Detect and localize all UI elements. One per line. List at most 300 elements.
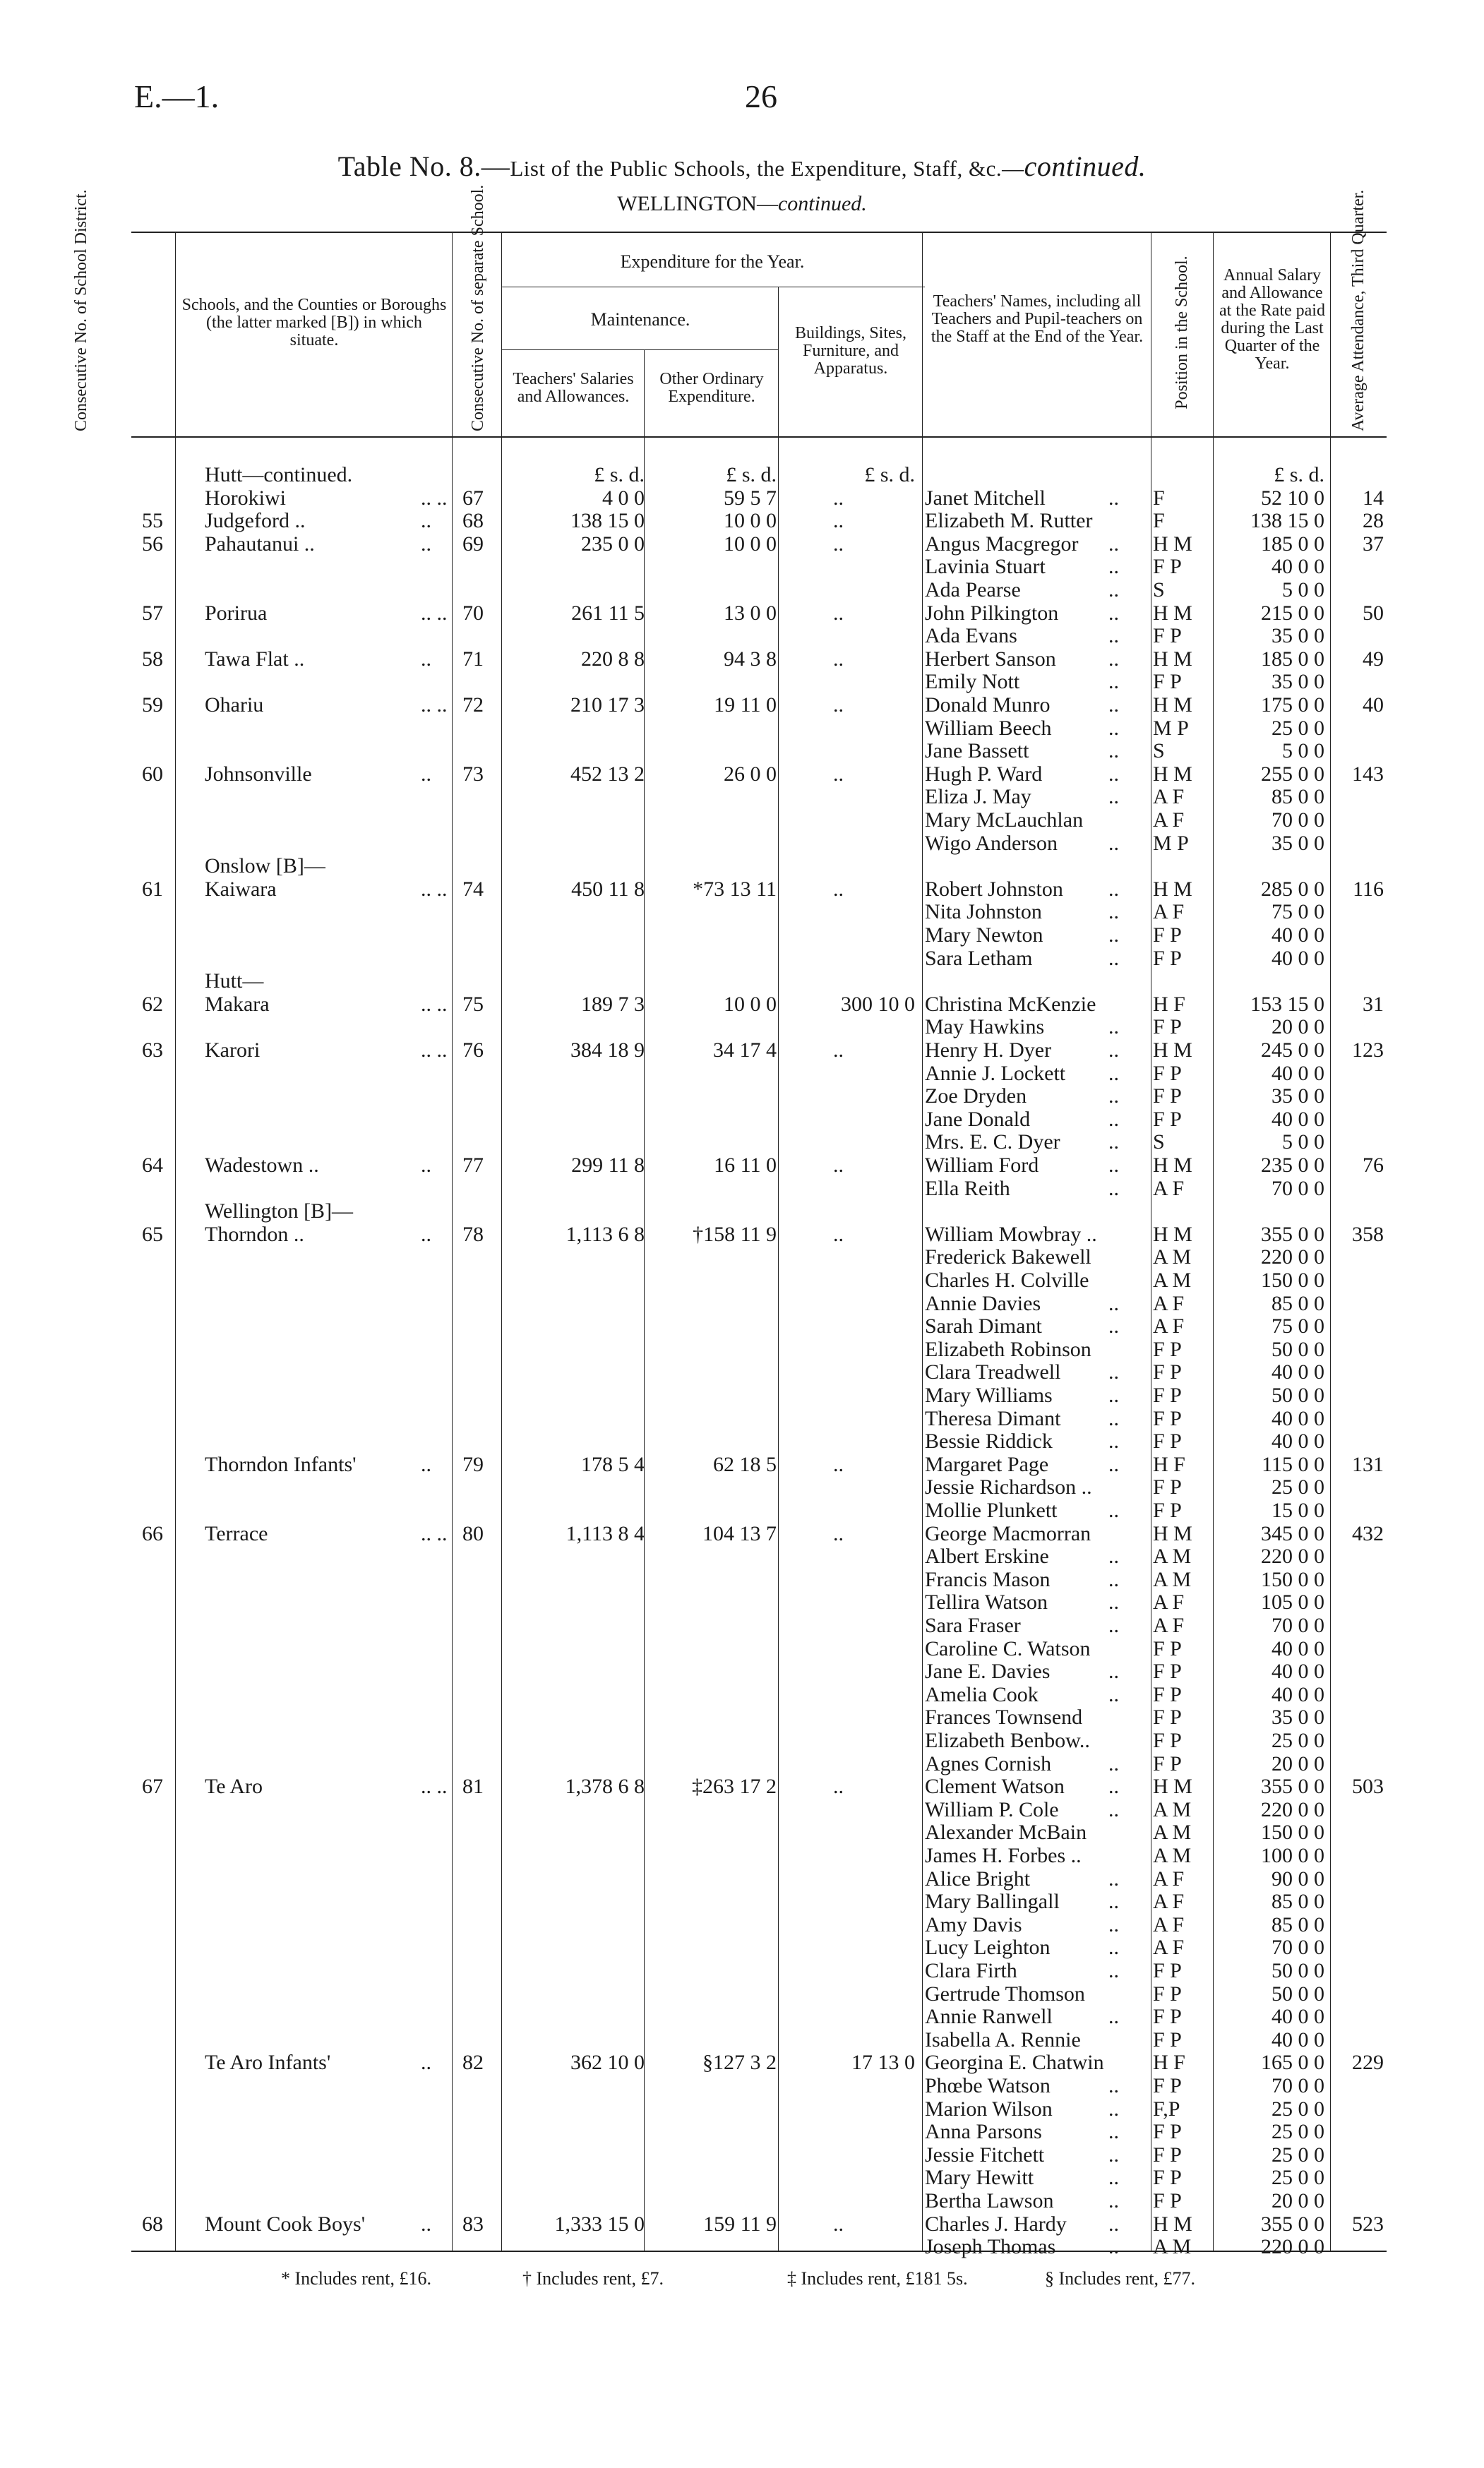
average-attendance: 49 (1363, 647, 1384, 671)
teacher-name: Isabella A. Rennie (925, 2027, 1081, 2051)
teacher-name: Robert Johnston (925, 877, 1063, 901)
district-number: 68 (142, 2212, 163, 2236)
table-row (0, 1223, 1484, 1247)
subtitle-cont: continued. (777, 192, 867, 215)
annual-allowance: 85 0 0 (1271, 1890, 1324, 1914)
average-attendance: 37 (1363, 532, 1384, 556)
teacher-position: H M (1153, 1775, 1192, 1799)
table-row (0, 763, 1484, 786)
salaries-amount: 362 10 0 (570, 2051, 645, 2075)
table-row (0, 1338, 1484, 1362)
annual-allowance: 5 0 0 (1282, 739, 1324, 763)
table-top-rule (131, 232, 1387, 233)
leader-dots: .. (833, 1521, 844, 1545)
teacher-name: James H. Forbes .. (925, 1844, 1082, 1867)
annual-allowance: 25 0 0 (1271, 2143, 1324, 2167)
teacher-position: F P (1153, 2120, 1182, 2144)
district-number: 63 (142, 1038, 163, 1062)
salaries-amount: 450 11 8 (571, 877, 645, 901)
teacher-position: F P (1153, 2143, 1182, 2167)
header-other: Other Ordinary Expenditure. (659, 370, 764, 406)
average-attendance: 229 (1352, 2051, 1384, 2075)
average-attendance: 432 (1352, 1521, 1384, 1545)
teacher-position: F P (1153, 1499, 1182, 1522)
leader-dots: .. (421, 1222, 431, 1246)
teacher-name: Janet Mitchell (925, 486, 1046, 510)
teacher-name: Jane Donald (925, 1107, 1031, 1131)
teacher-name: Sara Fraser (925, 1614, 1021, 1637)
average-attendance: 31 (1363, 992, 1384, 1016)
annual-allowance: 185 0 0 (1261, 532, 1324, 556)
school-name: Makara (205, 992, 270, 1016)
leader-dots: .. .. (421, 1521, 448, 1545)
table-row (0, 1131, 1484, 1154)
table-row (0, 602, 1484, 625)
teacher-position: A F (1153, 1890, 1185, 1914)
leader-dots: .. (1108, 1291, 1119, 1315)
header-position: Position in the School. (1173, 256, 1191, 409)
leader-dots: .. .. (421, 1038, 448, 1062)
table-row (0, 2190, 1484, 2213)
leader-dots: .. (1108, 1154, 1119, 1177)
leader-dots: .. (1108, 578, 1119, 601)
leader-dots: .. (833, 762, 844, 786)
teacher-name: Mary Newton (925, 923, 1043, 947)
table-row (0, 2144, 1484, 2167)
teacher-name: Alice Bright (925, 1867, 1031, 1891)
leader-dots: .. (1108, 946, 1119, 970)
leader-dots: .. (1108, 1499, 1119, 1522)
table-row (0, 993, 1484, 1017)
annual-allowance: 85 0 0 (1271, 1291, 1324, 1315)
separate-school-number: 83 (462, 2212, 484, 2236)
table-row (0, 2006, 1484, 2029)
table-row (0, 1016, 1484, 1039)
teacher-position: F P (1153, 1475, 1182, 1499)
leader-dots: .. (1108, 1797, 1119, 1821)
teacher-name: Lavinia Stuart (925, 555, 1046, 579)
leader-dots: .. (1108, 1890, 1119, 1914)
teacher-position: A M (1153, 1545, 1192, 1569)
leader-dots: .. (1108, 1384, 1119, 1407)
school-name: Tawa Flat .. (205, 647, 305, 671)
teacher-name: Jessie Fitchett (925, 2143, 1045, 2167)
annual-allowance: 245 0 0 (1261, 1038, 1324, 1062)
leader-dots: .. (1108, 1912, 1119, 1936)
leader-dots: .. (1108, 1314, 1119, 1338)
teacher-position: F P (1153, 923, 1182, 947)
teacher-position: A M (1153, 1821, 1192, 1845)
annual-allowance: 35 0 0 (1271, 670, 1324, 694)
leader-dots: .. (1108, 1452, 1119, 1476)
district-number: 61 (142, 877, 163, 901)
annual-allowance: 100 0 0 (1261, 1844, 1324, 1867)
separate-school-number: 70 (462, 601, 484, 625)
table-row (0, 1730, 1484, 1753)
teacher-position: F P (1153, 1015, 1182, 1039)
table-row (0, 1523, 1484, 1546)
header-bottom-rule (131, 436, 1387, 438)
leader-dots: .. .. (421, 601, 448, 625)
teacher-position: A F (1153, 1314, 1185, 1338)
teacher-position: F P (1153, 1360, 1182, 1384)
separate-school-number: 68 (462, 509, 484, 533)
leader-dots: .. (1108, 1176, 1119, 1200)
leader-dots: .. (833, 1154, 844, 1177)
leader-dots: .. (1108, 2143, 1119, 2167)
other-expenditure-amount: 26 0 0 (724, 762, 777, 786)
school-name: Porirua (205, 601, 268, 625)
leader-dots: .. (1108, 693, 1119, 717)
teacher-name: Henry H. Dyer (925, 1038, 1052, 1062)
leader-dots: .. (1108, 670, 1119, 694)
teacher-position: F P (1153, 1706, 1182, 1730)
leader-dots: .. .. (421, 1775, 448, 1799)
teacher-name: Charles H. Colville (925, 1269, 1089, 1292)
school-name: Wadestown .. (205, 1154, 319, 1177)
header-buildings: Buildings, Sites, Furniture, and Apparatus. (794, 324, 907, 378)
average-attendance: 14 (1363, 486, 1384, 510)
separate-school-number: 74 (462, 877, 484, 901)
table-row (0, 510, 1484, 533)
header-attendance: Average Attendance, Third Quarter. (1349, 189, 1368, 431)
annual-allowance: 85 0 0 (1271, 1912, 1324, 1936)
annual-allowance: 20 0 0 (1271, 2189, 1324, 2212)
leader-dots: .. (421, 2051, 431, 2075)
header-expenditure: Expenditure for the Year. (620, 251, 805, 272)
annual-allowance: 175 0 0 (1261, 693, 1324, 717)
separate-school-number: 82 (462, 2051, 484, 2075)
teacher-position: F P (1153, 2005, 1182, 2029)
table-subtitle (0, 192, 1484, 216)
table-row (0, 487, 1484, 510)
table-row (0, 1430, 1484, 1454)
leader-dots: .. (1108, 739, 1119, 763)
school-name: Te Aro (205, 1775, 263, 1799)
annual-allowance: 115 0 0 (1262, 1452, 1324, 1476)
average-attendance: 76 (1363, 1154, 1384, 1177)
title-main: List of the Public Schools, the Expenditure, Staff, &c.— (510, 156, 1024, 181)
annual-allowance: 35 0 0 (1271, 1084, 1324, 1108)
table-row (0, 1591, 1484, 1615)
leader-dots: .. (833, 532, 844, 556)
salaries-amount: 1,333 15 0 (554, 2212, 645, 2236)
other-expenditure-amount: 159 11 9 (703, 2212, 777, 2236)
table-row (0, 1269, 1484, 1293)
district-number: 62 (142, 992, 163, 1016)
salaries-amount: 138 15 0 (570, 509, 645, 533)
table-row (0, 1154, 1484, 1178)
separate-school-number: 79 (462, 1452, 484, 1476)
table-row (0, 1569, 1484, 1592)
annual-allowance: 235 0 0 (1261, 1154, 1324, 1177)
leader-dots: .. (1108, 2120, 1119, 2144)
other-expenditure-amount: 59 5 7 (724, 486, 777, 510)
district-number: 65 (142, 1222, 163, 1246)
teacher-name: Clement Watson (925, 1775, 1065, 1799)
teacher-position: F P (1153, 1729, 1182, 1752)
header-allowance: Annual Salary and Allowance at the Rate paid during the Last Quarter of the Year. (1219, 266, 1325, 373)
teacher-position: F P (1153, 1107, 1182, 1131)
annual-allowance: 220 0 0 (1261, 2235, 1324, 2259)
leader-dots: .. (1108, 1061, 1119, 1085)
separate-school-number: 71 (462, 647, 484, 671)
table-row (0, 717, 1484, 741)
annual-allowance: 20 0 0 (1271, 1015, 1324, 1039)
table-row (0, 1660, 1484, 1684)
annual-allowance: 150 0 0 (1261, 1269, 1324, 1292)
teacher-position: F P (1153, 1751, 1182, 1775)
teacher-position: F P (1153, 2074, 1182, 2097)
table-row (0, 2167, 1484, 2190)
annual-allowance: 40 0 0 (1271, 555, 1324, 579)
leader-dots: .. (1108, 1867, 1119, 1891)
teacher-name: William P. Cole (925, 1797, 1059, 1821)
leader-dots: .. (1108, 1360, 1119, 1384)
teacher-name: Elizabeth Robinson (925, 1337, 1091, 1361)
leader-dots: .. (1108, 555, 1119, 579)
table-row (0, 694, 1484, 717)
teacher-position: A F (1153, 1291, 1185, 1315)
table-row (0, 1178, 1484, 1201)
page-number: 26 (745, 78, 777, 114)
teacher-name: Tellira Watson (925, 1591, 1048, 1615)
teacher-name: Amelia Cook (925, 1682, 1039, 1706)
leader-dots: .. (1108, 1682, 1119, 1706)
annual-allowance: £ s. d. (1274, 463, 1324, 486)
annual-allowance: 285 0 0 (1261, 877, 1324, 901)
annual-allowance: 75 0 0 (1271, 1314, 1324, 1338)
teacher-position: H M (1153, 1154, 1192, 1177)
teacher-position: A M (1153, 1269, 1192, 1292)
table-row (0, 1983, 1484, 2006)
table-row (0, 1293, 1484, 1316)
teacher-name: Ada Pearse (925, 578, 1021, 601)
teacher-position: A F (1153, 1912, 1185, 1936)
teacher-name: Annie J. Lockett (925, 1061, 1066, 1085)
annual-allowance: 40 0 0 (1271, 2005, 1324, 2029)
buildings-amount: £ s. d. (864, 463, 915, 486)
teacher-position: F P (1153, 1660, 1182, 1684)
leader-dots: .. (1108, 1015, 1119, 1039)
leader-dots: .. (421, 532, 431, 556)
table-row (0, 1799, 1484, 1822)
table-row (0, 1085, 1484, 1108)
teacher-name: Jane Bassett (925, 739, 1029, 763)
page-ref: E.—1. (134, 78, 220, 114)
buildings-amount: 17 13 0 (851, 2051, 915, 2075)
leader-dots: .. (1108, 923, 1119, 947)
footnote-2: † Includes rent, £7. (522, 2268, 664, 2289)
table-row (0, 1868, 1484, 1891)
teacher-position: H F (1153, 1452, 1185, 1476)
leader-dots: .. (1108, 831, 1119, 855)
other-expenditure-amount: *73 13 11 (693, 877, 777, 901)
table-row (0, 970, 1484, 993)
teacher-position: H M (1153, 1222, 1192, 1246)
district-number: 55 (142, 509, 163, 533)
teacher-name: William Mowbray .. (925, 1222, 1097, 1246)
annual-allowance: 138 15 0 (1250, 509, 1324, 533)
annual-allowance: 75 0 0 (1271, 900, 1324, 924)
teacher-position: A F (1153, 785, 1185, 809)
separate-school-number: 81 (462, 1775, 484, 1799)
leader-dots: .. (1108, 785, 1119, 809)
teacher-position: H M (1153, 647, 1192, 671)
teacher-name: Emily Nott (925, 670, 1020, 694)
teacher-name: Wigo Anderson (925, 831, 1058, 855)
annual-allowance: 70 0 0 (1271, 1614, 1324, 1637)
teacher-position: A M (1153, 1797, 1192, 1821)
teacher-position: A F (1153, 808, 1185, 832)
teacher-position: F P (1153, 1682, 1182, 1706)
salaries-amount: 220 8 8 (581, 647, 645, 671)
leader-dots: .. (1108, 1751, 1119, 1775)
teacher-position: A F (1153, 1176, 1185, 1200)
table-row (0, 832, 1484, 856)
other-expenditure-amount: 10 0 0 (724, 509, 777, 533)
teacher-position: F P (1153, 2166, 1182, 2190)
leader-dots: .. (1108, 1406, 1119, 1430)
table-row (0, 1315, 1484, 1338)
leader-dots: .. (421, 1452, 431, 1476)
annual-allowance: 20 0 0 (1271, 1751, 1324, 1775)
table-row (0, 947, 1484, 971)
leader-dots: .. (833, 509, 844, 533)
leader-dots: .. .. (421, 992, 448, 1016)
annual-allowance: 255 0 0 (1261, 762, 1324, 786)
teacher-name: Sara Letham (925, 946, 1033, 970)
teacher-position: F (1153, 509, 1165, 533)
teacher-position: H M (1153, 532, 1192, 556)
annual-allowance: 40 0 0 (1271, 1406, 1324, 1430)
leader-dots: .. (1108, 647, 1119, 671)
footnote-4: § Includes rent, £77. (1045, 2268, 1196, 2289)
annual-allowance: 40 0 0 (1271, 1660, 1324, 1684)
annual-allowance: 25 0 0 (1271, 716, 1324, 740)
teacher-position: H F (1153, 2051, 1185, 2075)
leader-dots: .. (1108, 1775, 1119, 1799)
school-name: Pahautanui .. (205, 532, 315, 556)
header-district: Consecutive No. of School District. (72, 189, 90, 431)
teacher-name: John Pilkington (925, 601, 1059, 625)
leader-dots: .. (1108, 532, 1119, 556)
leader-dots: .. (1108, 900, 1119, 924)
annual-allowance: 165 0 0 (1261, 2051, 1324, 2075)
maintenance-rule (501, 349, 778, 350)
table-row (0, 2236, 1484, 2259)
teacher-name: George Macmorran (925, 1521, 1091, 1545)
other-expenditure-amount: 10 0 0 (724, 992, 777, 1016)
table-row (0, 901, 1484, 924)
average-attendance: 143 (1352, 762, 1384, 786)
teacher-name: William Beech (925, 716, 1052, 740)
annual-allowance: 185 0 0 (1261, 647, 1324, 671)
teacher-position: F P (1153, 1982, 1182, 2006)
school-name: Hutt— (205, 969, 264, 993)
annual-allowance: 345 0 0 (1261, 1521, 1324, 1545)
teacher-name: Donald Munro (925, 693, 1051, 717)
leader-dots: .. (421, 1154, 431, 1177)
teacher-name: Elizabeth M. Rutter (925, 509, 1093, 533)
leader-dots: .. (1108, 1130, 1119, 1154)
school-name: Thorndon .. (205, 1222, 304, 1246)
teacher-name: Bertha Lawson (925, 2189, 1054, 2212)
separate-school-number: 80 (462, 1521, 484, 1545)
leader-dots: .. (1108, 1959, 1119, 1982)
leader-dots: .. (1108, 2235, 1119, 2259)
annual-allowance: 25 0 0 (1271, 2097, 1324, 2121)
table-row (0, 625, 1484, 648)
leader-dots: .. .. (421, 877, 448, 901)
header-sep: Consecutive No. of separate School. (469, 184, 487, 431)
table-row (0, 648, 1484, 671)
average-attendance: 123 (1352, 1038, 1384, 1062)
separate-school-number: 75 (462, 992, 484, 1016)
annual-allowance: 355 0 0 (1261, 1775, 1324, 1799)
table-row (0, 1891, 1484, 1914)
leader-dots: .. (1108, 2005, 1119, 2029)
table-row (0, 1408, 1484, 1431)
teacher-name: Mrs. E. C. Dyer (925, 1130, 1060, 1154)
other-expenditure-amount: 104 13 7 (702, 1521, 777, 1545)
school-name: Horokiwi (205, 486, 286, 510)
teacher-name: Gertrude Thomson (925, 1982, 1085, 2006)
annual-allowance: 25 0 0 (1271, 1475, 1324, 1499)
teacher-name: Sarah Dimant (925, 1314, 1042, 1338)
leader-dots: .. (1108, 1614, 1119, 1637)
table-row (0, 809, 1484, 832)
teacher-position: F P (1153, 1061, 1182, 1085)
table-row (0, 1960, 1484, 1983)
teacher-position: F P (1153, 624, 1182, 648)
teacher-name: Agnes Cornish (925, 1751, 1052, 1775)
teacher-name: Ella Reith (925, 1176, 1010, 1200)
separate-school-number: 69 (462, 532, 484, 556)
table-row (0, 671, 1484, 694)
teacher-position: M P (1153, 716, 1189, 740)
average-attendance: 131 (1352, 1452, 1384, 1476)
leader-dots: .. (833, 601, 844, 625)
leader-dots: .. (1108, 601, 1119, 625)
teacher-position: F P (1153, 2189, 1182, 2212)
teacher-position: S (1153, 1130, 1165, 1154)
teacher-position: F,P (1153, 2097, 1180, 2121)
annual-allowance: 5 0 0 (1282, 578, 1324, 601)
teacher-name: Angus Macgregor (925, 532, 1079, 556)
subtitle-main: WELLINGTON— (617, 192, 778, 215)
school-name: Te Aro Infants' (205, 2051, 331, 2075)
teacher-position: S (1153, 578, 1165, 601)
other-expenditure-amount: 34 17 4 (713, 1038, 777, 1062)
school-name: Mount Cook Boys' (205, 2212, 366, 2236)
teacher-name: Eliza J. May (925, 785, 1031, 809)
teacher-name: Clara Treadwell (925, 1360, 1061, 1384)
annual-allowance: 90 0 0 (1271, 1867, 1324, 1891)
teacher-position: H M (1153, 1521, 1192, 1545)
leader-dots: .. (833, 647, 844, 671)
teacher-position: S (1153, 739, 1165, 763)
annual-allowance: 52 10 0 (1261, 486, 1324, 510)
teacher-name: Lucy Leighton (925, 1936, 1051, 1960)
teacher-name: William Ford (925, 1154, 1039, 1177)
table-row (0, 2098, 1484, 2121)
school-name: Wellington [B]— (205, 1199, 354, 1223)
annual-allowance: 25 0 0 (1271, 2166, 1324, 2190)
teacher-name: Mollie Plunkett (925, 1499, 1058, 1522)
table-row (0, 1615, 1484, 1638)
table-row (0, 1845, 1484, 1868)
